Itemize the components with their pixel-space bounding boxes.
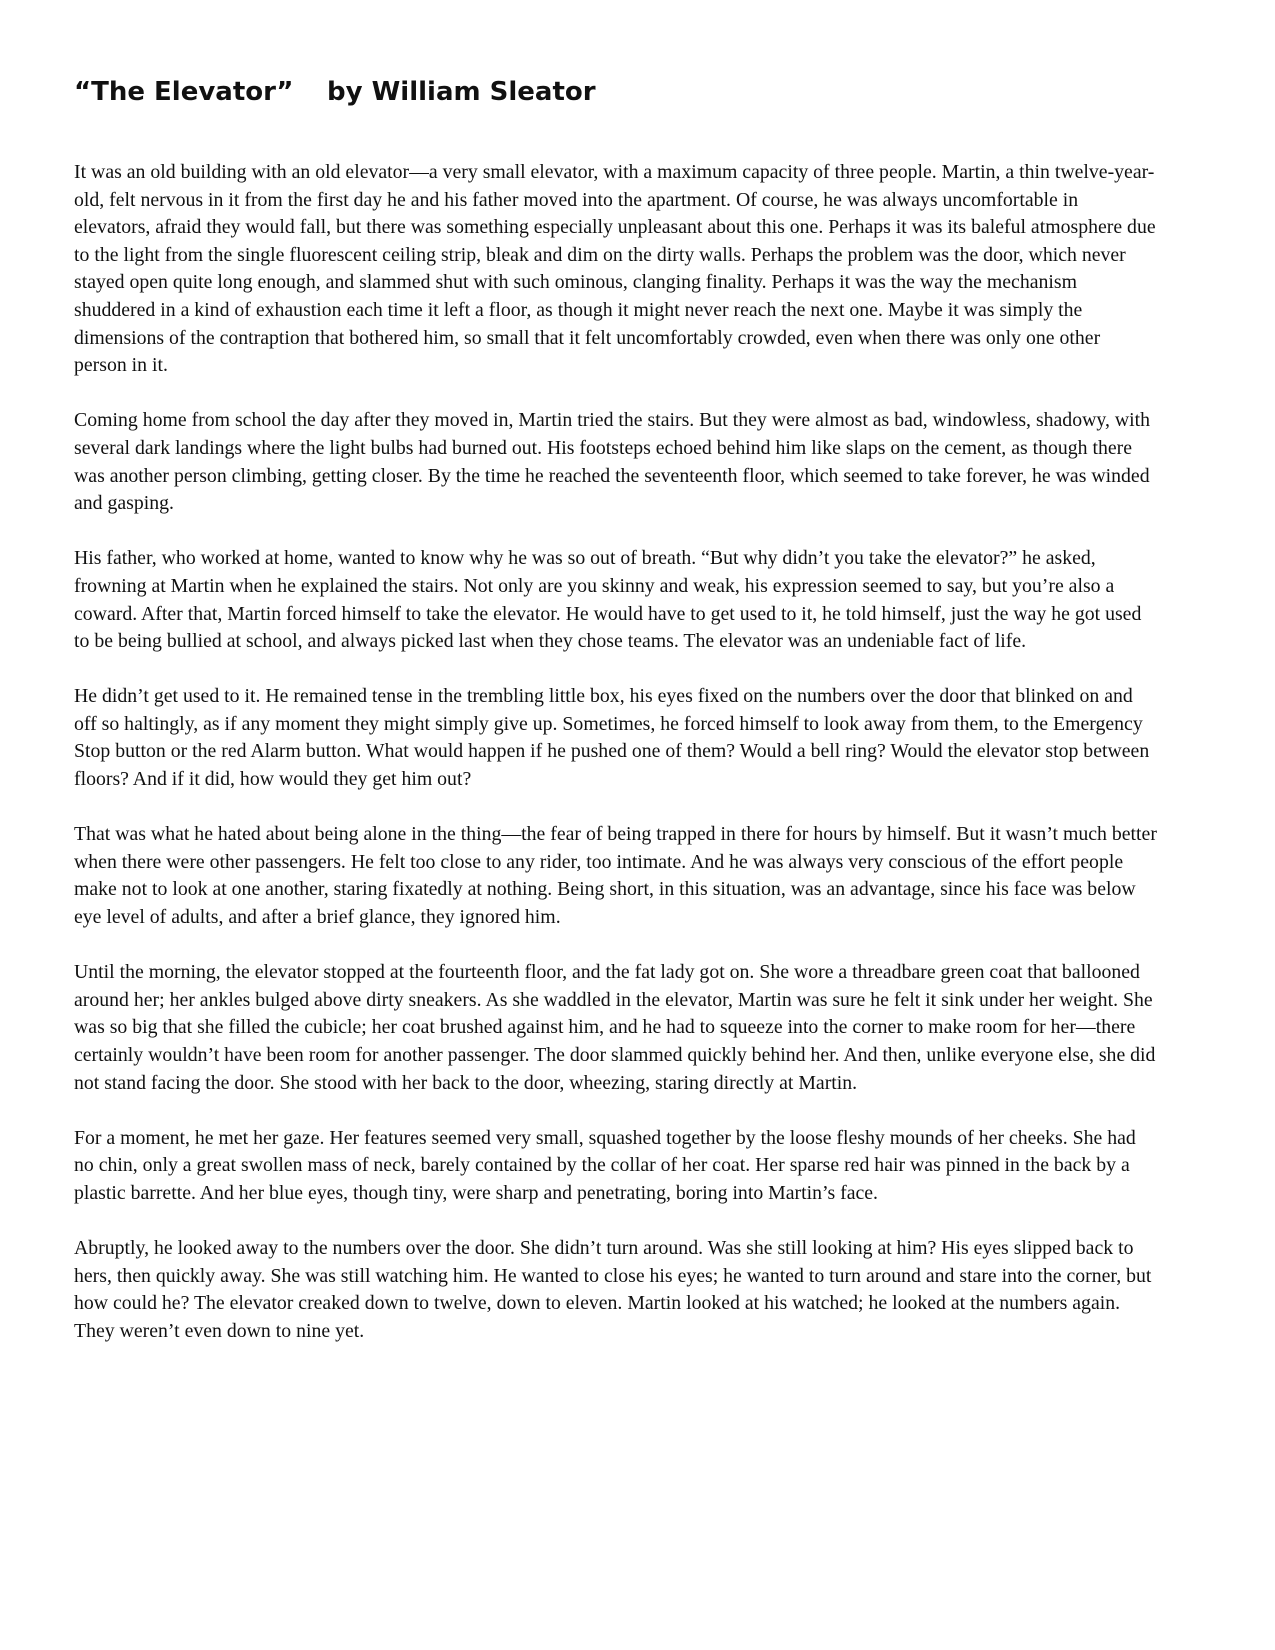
paragraph-3: His father, who worked at home, wanted to know why he was so out of breath. “But why didn’t you take the elevator?” he asked, frowning at Martin when he explained the stairs. Not only are you skinny and weak, his expression seemed to say, but you’re also a coward. After that, Martin forced himself to take the elevator. He would have to get used to it, he told himself, just the way he got used to be being bullied at school, and always picked last when they chose teams. The elevator was an undeniable fact of life. <box>74 547 1142 653</box>
paragraph-4: He didn’t get used to it. He remained tense in the trembling little box, his eyes fixed on the numbers over the door that blinked on and off so haltingly, as if any moment they might simply give up. Sometimes, he forced himself to look away from them, to the Emergency Stop button or the red Alarm button. What would happen if he pushed one of them? Would a bell ring? Would the elevator stop between floors? And if it did, how would they get him out? <box>74 685 1150 791</box>
story-author: by William Sleator <box>327 77 596 107</box>
paragraph-8: Abruptly, he looked away to the numbers over the door. She didn’t turn around. Was she still looking at him? His eyes slipped back to hers, then quickly away. She was still watching him. He wanted to close his eyes; he wanted to turn around and stare into the corner, but how could he? The elevator creaked down to twelve, down to eleven. Martin looked at his watched; he looked at the numbers again. They weren’t even down to nine yet. <box>74 1237 1152 1342</box>
paragraph-5: That was what he hated about being alone in the thing—the fear of being trapped in there for hours by himself. But it wasn’t much better when there were other passengers. He felt too close to any rider, too intimate. And he was always very conscious of the effort people make not to look at one another, staring fixatedly at nothing. Being short, in this situation, was an advantage, since his face was below eye level of adults, and after a brief glance, they ignored him. <box>74 823 1157 929</box>
story-title: “The Elevator” <box>74 77 294 107</box>
paragraph-6: Until the morning, the elevator stopped at the fourteenth floor, and the fat lady got on. She wore a threadbare green coat that ballooned around her; her ankles bulged above dirty sneakers. As she waddled in the elevator, Martin was sure he felt it sink under her weight. She was so big that she filled the cubicle; her coat brushed against him, and he had to squeeze into the corner to make room for her—there certainly wouldn’t have been room for another passenger. The door slammed quickly behind her. And then, unlike everyone else, she did not stand facing the door. She stood with her back to the door, wheezing, staring directly at Martin. <box>74 961 1156 1094</box>
story-body <box>74 159 1157 1346</box>
paragraph-7: For a moment, he met her gaze. Her features seemed very small, squashed together by the loose fleshy mounds of her cheeks. She had no chin, only a great swollen mass of neck, barely contained by the collar of her coat. Her sparse red hair was pinned in the back by a plastic barrette. And her blue eyes, though tiny, were sharp and penetrating, boring into Martin’s face. <box>74 1126 1136 1204</box>
paragraph-1: It was an old building with an old elevator—a very small elevator, with a maximum capacity of three people. Martin, a thin twelve-year-old, felt nervous in it from the first day he and his father moved into the apartment. Of course, he was always uncomfortable in elevators, afraid they would fall, but there was something especially unpleasant about this one. Perhaps it was its baleful atmosphere due to the light from the single fluorescent ceiling strip, bleak and dim on the dirty walls. Perhaps the problem was the door, which never stayed open quite long enough, and slammed shut with such ominous, clanging finality. Perhaps it was the way the mechanism shuddered in a kind of exhaustion each time it left a floor, as though it might never reach the next one. Maybe it was simply the dimensions of the contraption that bothered him, so small that it felt uncomfortably crowded, even when there was only one other person in it. <box>74 161 1156 377</box>
paragraph-2: Coming home from school the day after they moved in, Martin tried the stairs. But they were almost as bad, windowless, shadowy, with several dark landings where the light bulbs had burned out. His footsteps echoed behind him like slaps on the cement, as though there was another person climbing, getting closer. By the time he reached the seventeenth floor, which seemed to take forever, he was winded and gasping. <box>74 409 1151 515</box>
document-header <box>74 72 1157 112</box>
